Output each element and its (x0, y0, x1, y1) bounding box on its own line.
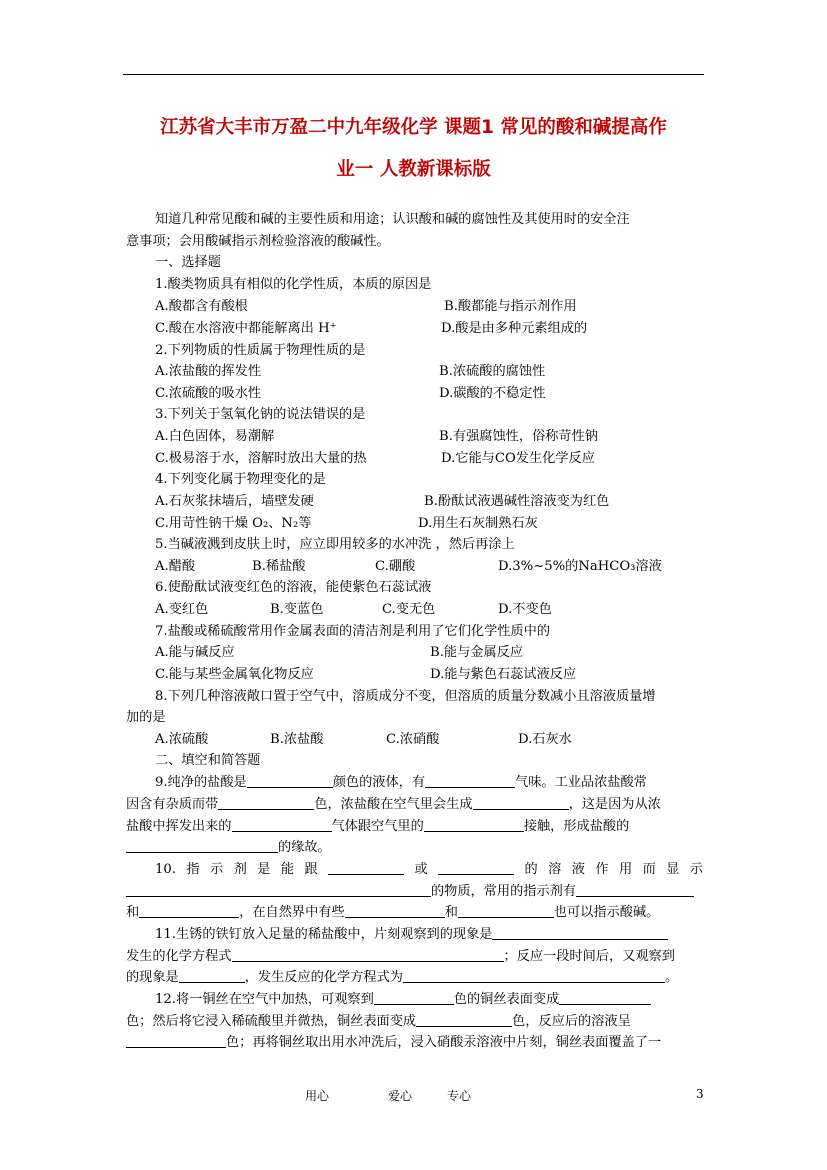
answer-blank[interactable] (424, 819, 524, 832)
q8-option-c: C.浓硝酸 (386, 732, 440, 747)
q2-option-c: C.浓硫酸的吸水性 (155, 386, 262, 401)
q6-option-d: D.不变色 (498, 602, 552, 617)
q5-option-c: C.硼酸 (375, 559, 416, 574)
answer-blank[interactable] (139, 905, 239, 918)
answer-blank[interactable] (126, 840, 278, 853)
q3-option-d: D.它能与CO发生化学反应 (441, 451, 595, 466)
q2-stem: 2.下列物质的性质属于物理性质的是 (155, 343, 366, 358)
doc-title-line1: 江苏省大丰市万盈二中九年级化学 课题1 常见的酸和碱提高作 (160, 117, 667, 138)
q12-line3: 色；再将铜丝取出用水冲洗后，浸入硝酸汞溶液中片刻，铜丝表面覆盖了一 (126, 1035, 661, 1051)
q4-option-d: D.用生石灰制熟石灰 (418, 516, 538, 531)
q11-line2: 发生的化学方程式 ；反应一段时间后，又观察到 (126, 949, 675, 964)
answer-blank[interactable] (126, 884, 431, 897)
section-heading-choice: 一、选择题 (155, 255, 221, 270)
answer-blank[interactable] (126, 1035, 226, 1048)
q8-option-b: B.浓盐酸 (270, 732, 324, 747)
answer-blank[interactable] (218, 797, 314, 810)
answer-blank[interactable] (232, 949, 504, 962)
answer-blank[interactable] (403, 970, 665, 983)
q7-stem: 7.盐酸或稀硫酸常用作金属表面的清洁剂是利用了它们化学性质中的 (155, 624, 551, 639)
q5-option-b: B.稀盐酸 (252, 559, 306, 574)
q7-option-d: D.能与紫色石蕊试液反应 (430, 667, 577, 682)
q10-line3: 和 ，在自然界中有些 和 也可以指示酸碱。 (126, 905, 660, 920)
answer-blank[interactable] (374, 992, 454, 1005)
q7-option-a: A.能与碱反应 (155, 645, 235, 660)
q11-line1: 11.生锈的铁钉放入足量的稀盐酸中，片刻观察到的现象是 (155, 927, 668, 943)
q4-stem: 4.下列变化属于物理变化的是 (155, 472, 326, 487)
q1-option-b: B.酸都能与指示剂作用 (444, 299, 577, 314)
footer-motto-1: 用心 (305, 1089, 330, 1103)
answer-blank[interactable] (345, 905, 445, 918)
q7-option-b: B.能与金属反应 (430, 645, 524, 660)
answer-blank[interactable] (232, 819, 332, 832)
answer-blank[interactable] (576, 884, 694, 897)
q8-stem-line2: 加的是 (126, 710, 166, 725)
q8-stem-line1: 8.下列几种溶液敞口置于空气中，溶质成分不变，但溶质的质量分数减小且溶液质量增 (155, 689, 656, 704)
answer-blank[interactable] (179, 970, 245, 983)
q5-option-a: A.醋酸 (155, 559, 196, 574)
answer-blank[interactable] (559, 992, 651, 1005)
page-number: 3 (696, 1087, 704, 1101)
q8-option-a: A.浓硫酸 (155, 732, 209, 747)
header-rule (123, 74, 704, 75)
answer-blank[interactable] (458, 905, 554, 918)
answer-blank[interactable] (328, 862, 404, 875)
q12-line1: 12.将一铜丝在空气中加热，可观察到 色的铜丝表面变成 (155, 992, 651, 1008)
q3-option-b: B.有强腐蚀性，俗称苛性钠 (439, 429, 598, 444)
q1-option-c: C.酸在水溶液中都能解离出 H⁺ (155, 321, 337, 336)
footer-motto-3: 专心 (447, 1089, 472, 1103)
q4-option-c: C.用苛性钠干燥 O₂、N₂等 (155, 516, 312, 531)
q6-option-a: A.变红色 (155, 602, 209, 617)
q5-option-d: D.3%~5%的NaHCO₃溶液 (498, 559, 662, 574)
q6-stem: 6.使酚酞试液变红色的溶液，能使紫色石蕊试液 (155, 580, 432, 595)
intro-line2: 意事项；会用酸碱指示剂检验溶液的酸碱性。 (126, 234, 390, 249)
q10-line1: 10. 指 示 剂 是 能 跟 或 的 溶 液 作 用 而 显 示 (155, 862, 703, 877)
q9-line3: 盐酸中挥发出来的 气体跟空气里的 接触，形成盐酸的 (126, 819, 630, 834)
q6-option-b: B.变蓝色 (270, 602, 324, 617)
q2-option-b: B.浓硫酸的腐蚀性 (439, 364, 546, 379)
q4-option-a: A.石灰浆抹墙后，墙壁发硬 (155, 494, 314, 509)
doc-title-line2: 业一 人教新课标版 (336, 159, 491, 180)
q2-option-a: A.浓盐酸的挥发性 (155, 364, 262, 379)
q4-option-b: B.酚酞试液遇碱性溶液变为红色 (424, 494, 610, 509)
q8-option-d: D.石灰水 (518, 732, 572, 747)
answer-blank[interactable] (425, 775, 515, 788)
q9-line4: 的缘故。 (126, 840, 331, 856)
q11-line3: 的现象是 ，发生反应的化学方程式为 。 (126, 970, 679, 985)
q2-option-d: D.碳酸的不稳定性 (439, 386, 546, 401)
q12-line2: 色；然后将它浸入稀硫酸里并微热，铜丝表面变成 色，反应后的溶液呈 (126, 1014, 631, 1029)
answer-blank[interactable] (247, 775, 333, 788)
q1-stem: 1.酸类物质具有相似的化学性质，本质的原因是 (155, 277, 432, 292)
section-heading-fill: 二、填空和简答题 (155, 753, 261, 768)
q1-option-d: D.酸是由多种元素组成的 (441, 321, 588, 336)
answer-blank[interactable] (492, 927, 668, 940)
answer-blank[interactable] (473, 797, 569, 810)
q3-option-a: A.白色固体，易潮解 (155, 429, 275, 444)
q3-stem: 3.下列关于氢氧化钠的说法错误的是 (155, 407, 366, 422)
q5-stem: 5.当碱液溅到皮肤上时，应立即用较多的水冲洗 ，然后再涂上 (155, 537, 515, 552)
footer-motto-2: 爱心 (388, 1089, 413, 1103)
q3-option-c: C.极易溶于水，溶解时放出大量的热 (155, 451, 367, 466)
q9-line1: 9.纯净的盐酸是 颜色的液体，有 气味。工业品浓盐酸常 (155, 775, 647, 790)
q10-line2: 的物质，常用的指示剂有 (126, 884, 694, 900)
q6-option-c: C.变无色 (382, 602, 436, 617)
q1-option-a: A.酸都含有酸根 (155, 299, 248, 314)
q9-line2: 因含有杂质而带 色，浓盐酸在空气里会生成 ，这是因为从浓 (126, 797, 661, 812)
intro-line1: 知道几种常见酸和碱的主要性质和用途；认识酸和碱的腐蚀性及其使用时的安全注 (155, 212, 630, 227)
answer-blank[interactable] (438, 862, 514, 875)
answer-blank[interactable] (416, 1014, 512, 1027)
q7-option-c: C.能与某些金属氧化物反应 (155, 667, 314, 682)
